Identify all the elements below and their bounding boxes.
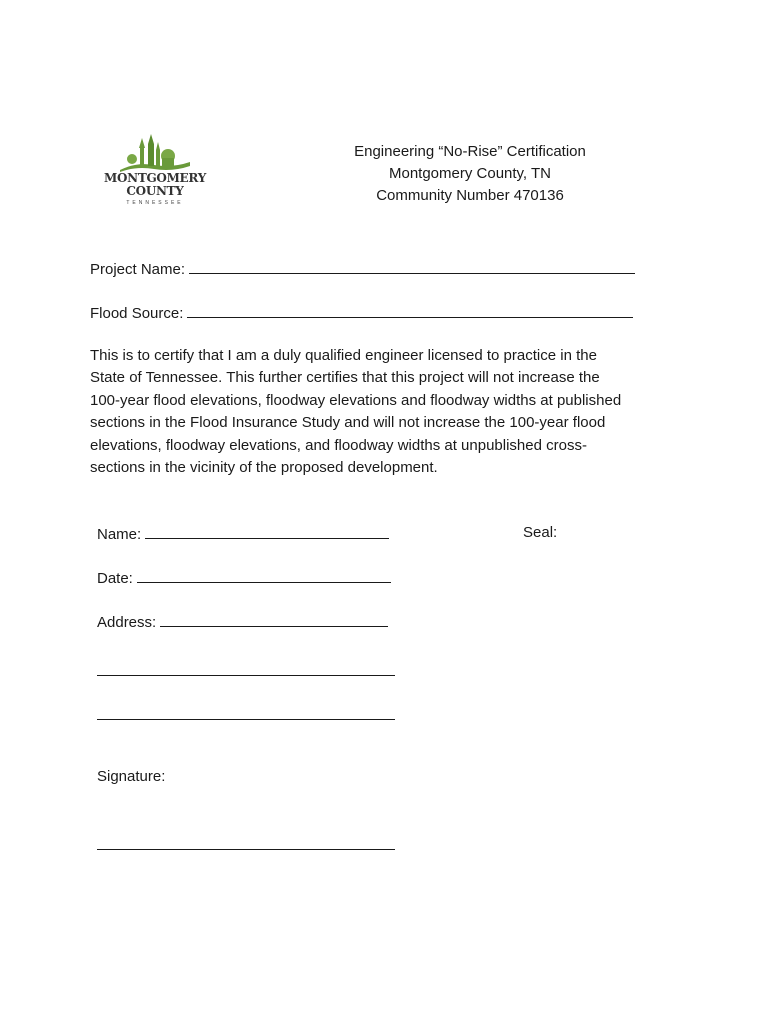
county-name: Montgomery County, TN [388, 165, 551, 182]
certification-line: elevations, floodway elevations, and floodway widths at unpublished cross- [90, 436, 587, 454]
document-title: Engineering “No-Rise” Certification [354, 143, 586, 160]
signature-label: Signature: [97, 768, 166, 785]
signature-field [97, 767, 165, 787]
logo-text-tennessee: TENNESSEE [126, 200, 184, 206]
certification-line: This is to certify that I am a duly qualified engineer licensed to practice in the [90, 347, 597, 364]
certification-statement [90, 345, 690, 479]
address-line-2-field [97, 660, 395, 682]
address-blank[interactable] [160, 611, 388, 627]
logo-text-montgomery: MONTGOMERY [104, 171, 206, 185]
flood-source-blank[interactable] [187, 302, 633, 318]
flood-source-label: Flood Source: [90, 305, 184, 322]
date-blank[interactable] [137, 567, 391, 583]
community-number: Community Number 470136 [376, 187, 564, 204]
logo-text-county: COUNTY [126, 184, 184, 198]
address-line-2-blank[interactable] [97, 660, 395, 676]
date-field [97, 567, 391, 589]
document-header [300, 141, 640, 207]
address-field [97, 611, 388, 633]
certification-line: sections in the vicinity of the proposed development. [90, 459, 438, 477]
montgomery-county-logo [100, 132, 210, 212]
certification-line: State of Tennessee. This further certifies that this project will not increase the [90, 369, 600, 387]
certification-line: sections in the Flood Insurance Study and will not increase the 100-year flood [90, 414, 606, 432]
project-name-label: Project Name: [90, 261, 186, 278]
skyline-icon [118, 132, 192, 172]
seal-field [523, 523, 557, 543]
flood-source-field [90, 302, 633, 324]
name-blank[interactable] [145, 523, 389, 539]
project-name-field [90, 258, 635, 280]
name-label: Name: [97, 526, 142, 543]
address-label: Address: [97, 614, 157, 631]
signature-line-field [97, 834, 395, 856]
seal-label: Seal: [523, 524, 558, 541]
certification-line: 100-year flood elevations, floodway elevations and floodway widths at published [90, 391, 622, 409]
project-name-blank[interactable] [189, 258, 635, 274]
address-line-3-blank[interactable] [97, 704, 395, 720]
address-line-3-field [97, 704, 395, 726]
date-label: Date: [97, 570, 133, 587]
name-field [97, 523, 389, 545]
signature-blank[interactable] [97, 834, 395, 850]
